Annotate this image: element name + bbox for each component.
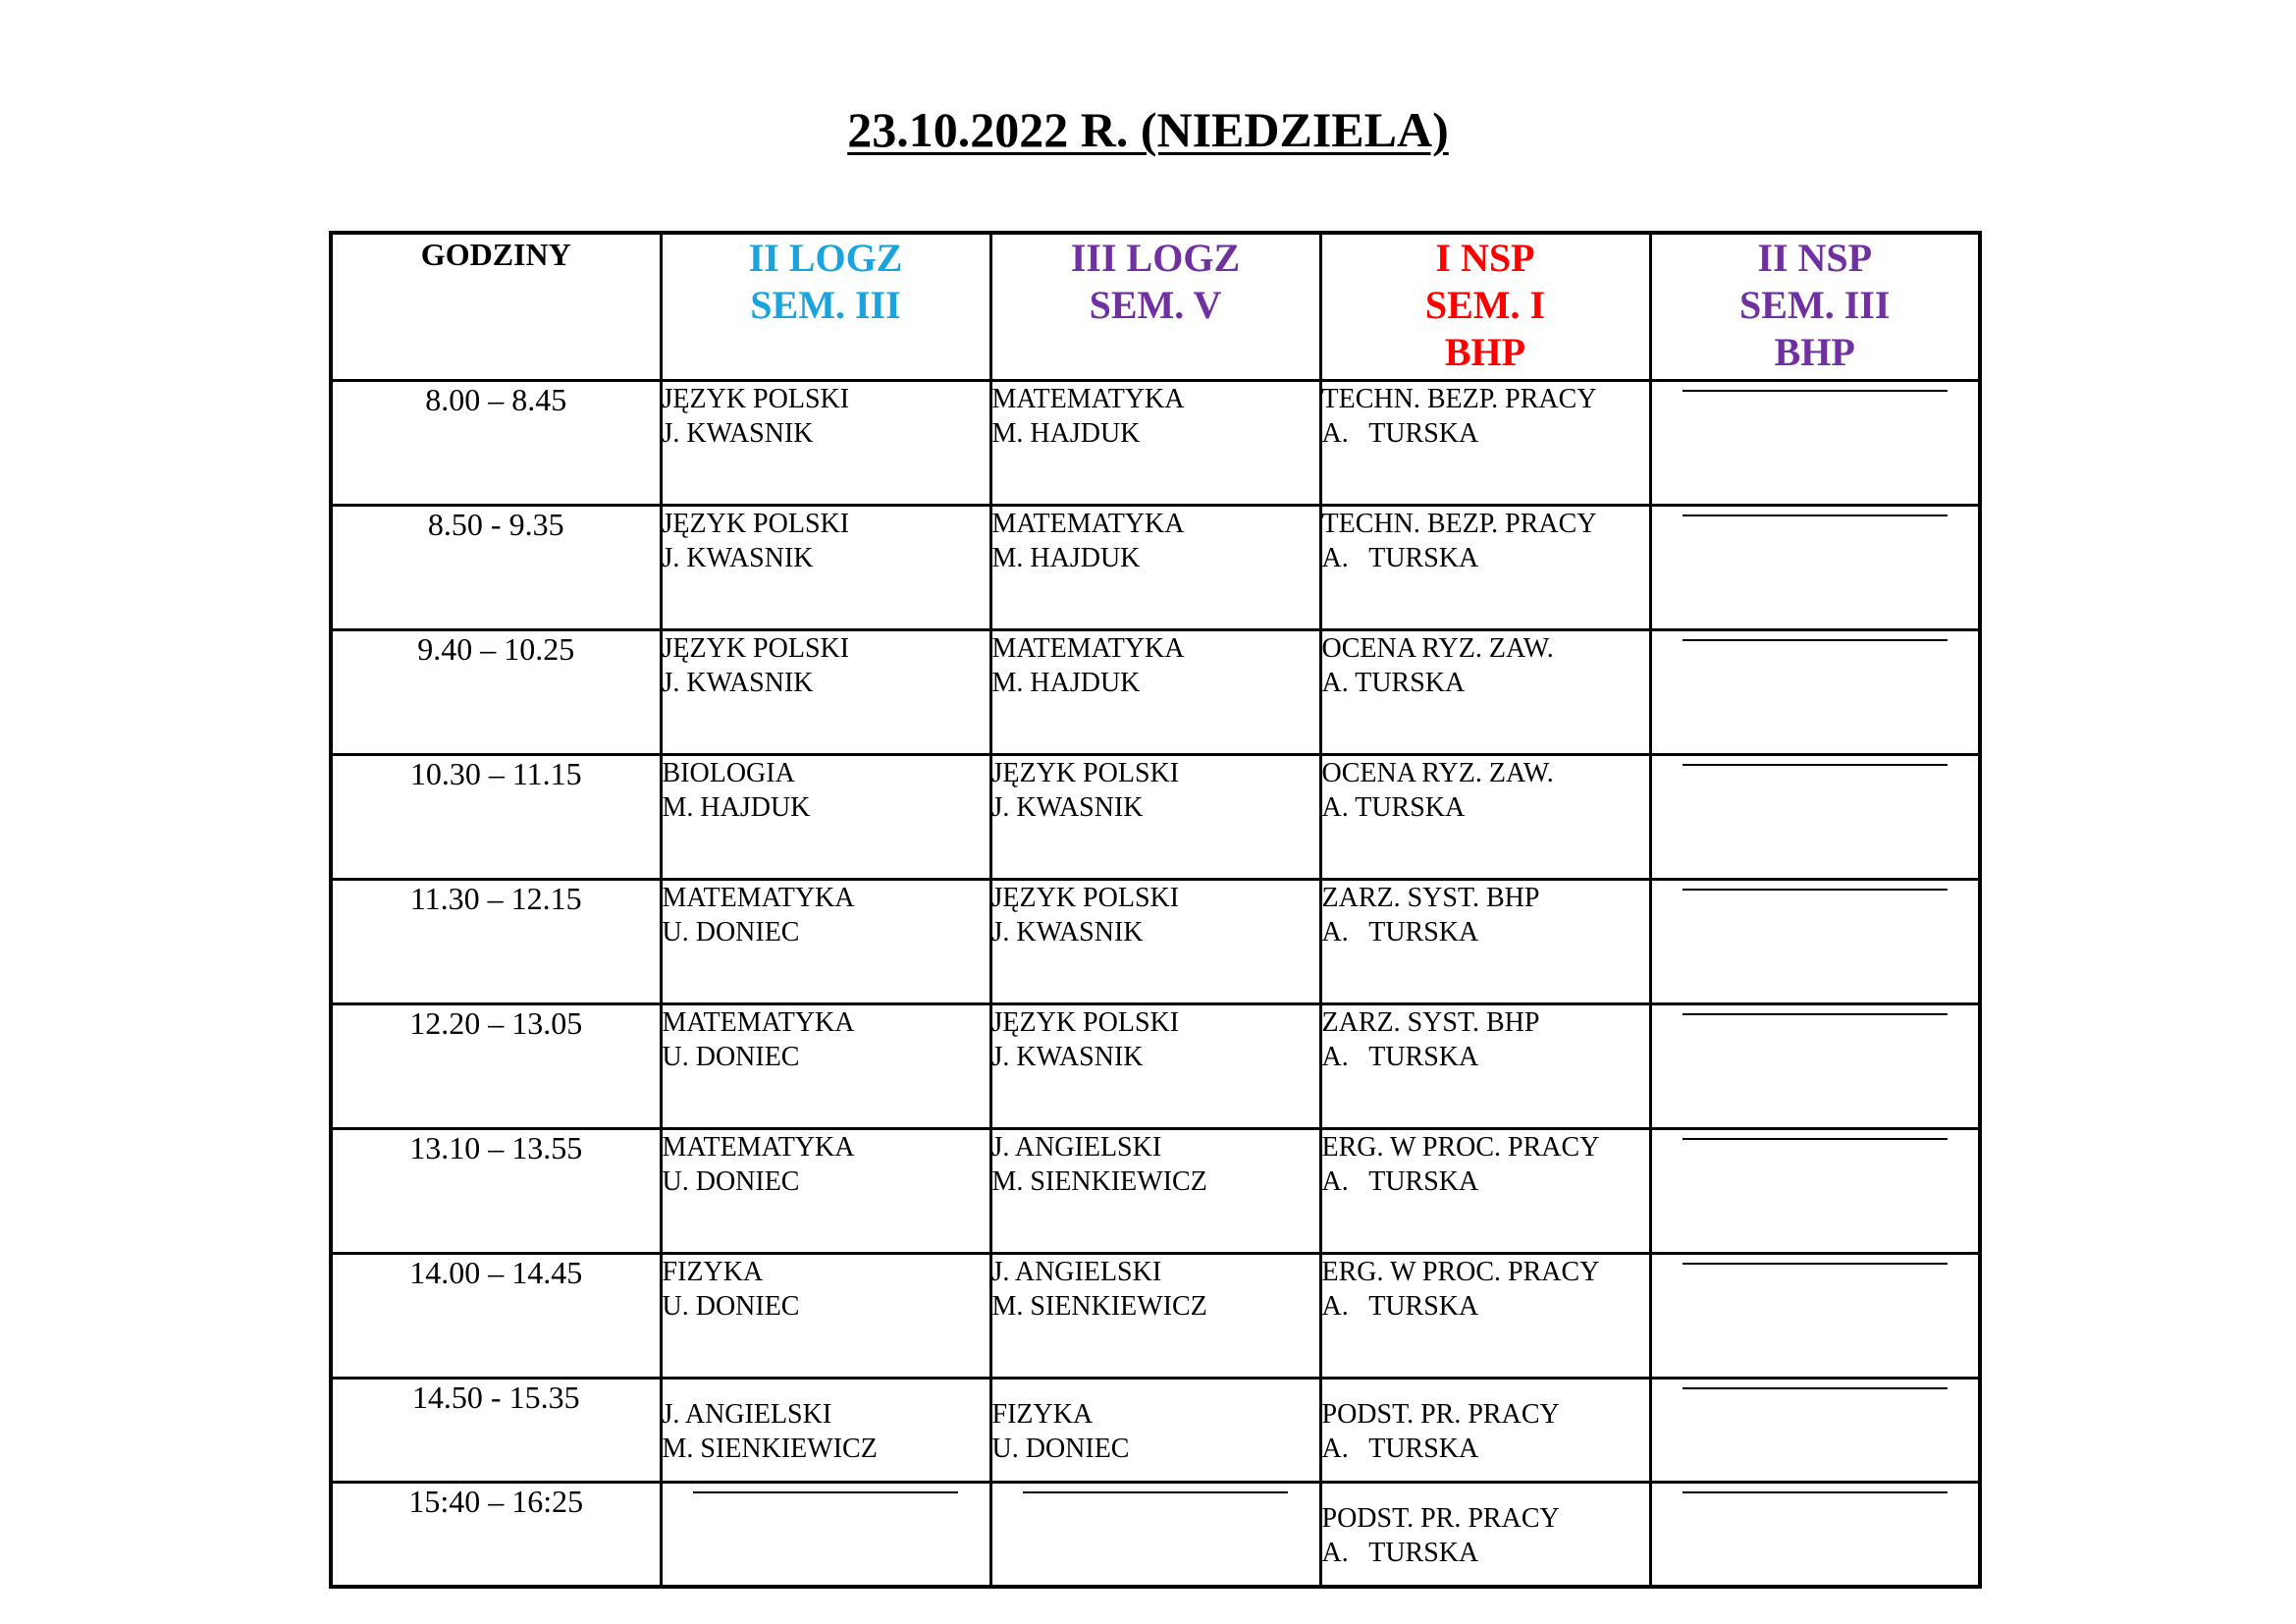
empty-cell [1650,380,1980,505]
time-slot: 14.50 - 15.35 [331,1378,661,1482]
empty-cell [1650,629,1980,754]
subject-name: FIZYKA [991,1398,1094,1430]
column-header-line: II LOGZ [748,236,903,280]
page-title: 23.10.2022 R. (NIEDZIELA) [847,102,1449,157]
empty-dash-line [1682,1263,1948,1265]
column-header-group [1320,233,1650,380]
class-cell [1320,629,1650,754]
empty-dash-line [1682,1138,1948,1140]
class-cell [661,754,990,879]
column-header-line: SEM. I [1424,283,1546,327]
teacher-name: A. TURSKA [1321,791,1466,823]
teacher-name: M. HAJDUK [991,667,1141,698]
teacher-name: U. DONIEC [662,916,800,947]
empty-dash-line [1682,390,1948,392]
empty-dash-line [693,1491,958,1493]
class-cell [1320,1378,1650,1482]
class-cell [1320,879,1650,1003]
class-cell [1320,1253,1650,1378]
subject-name: J. ANGIELSKI [662,1398,832,1430]
teacher-name: A. TURSKA [1321,1041,1479,1072]
time-slot: 13.10 – 13.55 [331,1128,661,1253]
class-cell [661,1003,990,1128]
class-cell [661,505,990,629]
class-cell [661,1378,990,1482]
subject-name: J. ANGIELSKI [991,1131,1162,1163]
class-cell [990,380,1320,505]
empty-dash-line [1682,889,1948,891]
class-cell [990,505,1320,629]
teacher-name: J. KWASNIK [991,1041,1144,1072]
subject-name: BIOLOGIA [662,757,795,788]
teacher-name: A. TURSKA [1321,1165,1479,1197]
time-slot: 8.50 - 9.35 [331,505,661,629]
empty-cell [1650,1482,1980,1587]
schedule-table [329,231,1982,1589]
empty-cell [990,1482,1320,1587]
class-cell [990,1128,1320,1253]
class-cell [990,1253,1320,1378]
header-row [331,233,1980,380]
empty-cell [1650,1378,1980,1482]
empty-dash-line [1682,1013,1948,1015]
teacher-name: J. KWASNIK [991,916,1144,947]
subject-name: TECHN. BEZP. PRACY [1321,383,1597,414]
class-cell [661,879,990,1003]
teacher-name: A. TURSKA [1321,1290,1479,1322]
teacher-name: A. TURSKA [1321,417,1479,449]
teacher-name: A. TURSKA [1321,916,1479,947]
subject-name: OCENA RYZ. ZAW. [1321,757,1554,788]
class-cell [661,1128,990,1253]
class-cell [990,1378,1320,1482]
subject-name: MATEMATYKA [662,1131,855,1163]
table-row [331,1482,1980,1587]
table-row [331,754,1980,879]
time-slot: 8.00 – 8.45 [331,380,661,505]
column-header-line: SEM. V [1089,283,1222,327]
column-header-line: BHP [1444,330,1526,374]
subject-name: JĘZYK POLSKI [991,757,1180,788]
teacher-name: M. HAJDUK [662,791,811,823]
class-cell [661,380,990,505]
subject-name: FIZYKA [662,1256,764,1287]
subject-name: JĘZYK POLSKI [662,632,850,664]
subject-name: JĘZYK POLSKI [991,1006,1180,1038]
teacher-name: M. SIENKIEWICZ [991,1290,1207,1322]
subject-name: TECHN. BEZP. PRACY [1321,508,1597,539]
subject-name: MATEMATYKA [991,508,1185,539]
subject-name: MATEMATYKA [991,383,1185,414]
table-row [331,1253,1980,1378]
column-header-line: II NSP [1757,236,1873,280]
teacher-name: M. HAJDUK [991,542,1141,573]
teacher-name: U. DONIEC [662,1165,800,1197]
table-row [331,1003,1980,1128]
class-cell [661,1253,990,1378]
empty-cell [1650,1128,1980,1253]
column-header-line: III LOGZ [1070,236,1241,280]
class-cell [1320,380,1650,505]
table-row [331,380,1980,505]
subject-name: JĘZYK POLSKI [662,508,850,539]
class-cell [990,754,1320,879]
teacher-name: J. KWASNIK [662,417,814,449]
class-cell [1320,1003,1650,1128]
time-slot: 14.00 – 14.45 [331,1253,661,1378]
subject-name: ZARZ. SYST. BHP [1321,1006,1540,1038]
empty-dash-line [1023,1491,1288,1493]
empty-dash-line [1682,639,1948,641]
teacher-name: U. DONIEC [662,1041,800,1072]
column-header-group [1650,233,1980,380]
teacher-name: U. DONIEC [991,1433,1130,1464]
table-row [331,879,1980,1003]
column-header-line: SEM. III [750,283,901,327]
teacher-name: A. TURSKA [1321,667,1466,698]
column-header-line: BHP [1774,330,1855,374]
empty-dash-line [1682,514,1948,516]
time-slot: 11.30 – 12.15 [331,879,661,1003]
time-slot: 15:40 – 16:25 [331,1482,661,1587]
column-header-line: I NSP [1435,236,1535,280]
time-slot: 9.40 – 10.25 [331,629,661,754]
column-header-group [661,233,990,380]
subject-name: ZARZ. SYST. BHP [1321,882,1540,913]
time-slot: 12.20 – 13.05 [331,1003,661,1128]
teacher-name: U. DONIEC [662,1290,800,1322]
subject-name: JĘZYK POLSKI [991,882,1180,913]
empty-cell [1650,1253,1980,1378]
class-cell [990,1003,1320,1128]
teacher-name: M. HAJDUK [991,417,1141,449]
teacher-name: A. TURSKA [1321,542,1479,573]
subject-name: MATEMATYKA [662,882,855,913]
empty-dash-line [1682,764,1948,766]
subject-name: J. ANGIELSKI [991,1256,1162,1287]
subject-name: PODST. PR. PRACY [1321,1502,1560,1534]
class-cell [1320,1482,1650,1587]
empty-cell [1650,879,1980,1003]
teacher-name: A. TURSKA [1321,1433,1479,1464]
subject-name: ERG. W PROC. PRACY [1321,1256,1600,1287]
subject-name: MATEMATYKA [662,1006,855,1038]
subject-name: MATEMATYKA [991,632,1185,664]
empty-cell [1650,1003,1980,1128]
teacher-name: J. KWASNIK [662,542,814,573]
empty-dash-line [1682,1387,1948,1389]
class-cell [1320,1128,1650,1253]
class-cell [1320,505,1650,629]
teacher-name: A. TURSKA [1321,1537,1479,1568]
class-cell [661,629,990,754]
teacher-name: J. KWASNIK [991,791,1144,823]
subject-name: PODST. PR. PRACY [1321,1398,1560,1430]
column-header-group [990,233,1320,380]
table-row [331,1378,1980,1482]
teacher-name: J. KWASNIK [662,667,814,698]
subject-name: ERG. W PROC. PRACY [1321,1131,1600,1163]
empty-cell [661,1482,990,1587]
column-header-line: SEM. III [1739,283,1891,327]
empty-dash-line [1682,1491,1948,1493]
class-cell [1320,754,1650,879]
empty-cell [1650,505,1980,629]
time-slot: 10.30 – 11.15 [331,754,661,879]
subject-name: OCENA RYZ. ZAW. [1321,632,1554,664]
column-header-hours [331,233,661,380]
class-cell [990,629,1320,754]
subject-name: JĘZYK POLSKI [662,383,850,414]
class-cell [990,879,1320,1003]
table-row [331,629,1980,754]
teacher-name: M. SIENKIEWICZ [991,1165,1207,1197]
column-header-line: GODZINY [420,237,571,272]
table-row [331,505,1980,629]
table-row [331,1128,1980,1253]
empty-cell [1650,754,1980,879]
teacher-name: M. SIENKIEWICZ [662,1433,878,1464]
